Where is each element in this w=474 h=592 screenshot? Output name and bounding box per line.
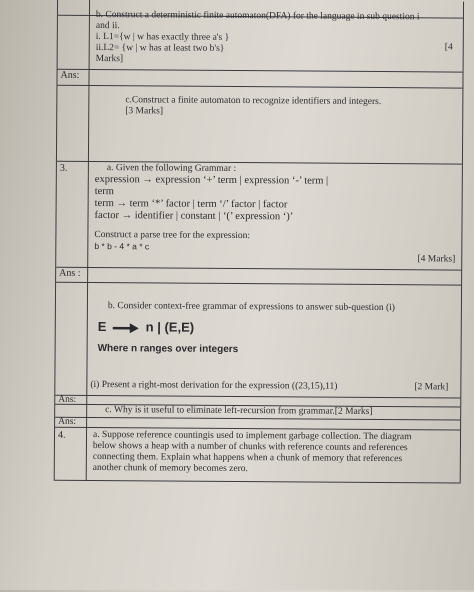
question-3c-heading: c. Why is it useful to eliminate left-recursion from grammar.[2 Marks] xyxy=(105,405,456,418)
question-2b-and: and ii. xyxy=(96,21,459,35)
row-rule xyxy=(58,69,463,73)
row-rule xyxy=(55,395,460,399)
grammar-line: factor → identifier | constant | ‘(’ expression ‘)’ xyxy=(95,210,458,225)
question-table xyxy=(54,0,464,484)
question-2b-marks-word: Marks] xyxy=(96,54,459,68)
question-3b xyxy=(56,301,461,304)
answer-label: Ans: xyxy=(58,395,76,405)
parse-expression: b * b - 4 * a * c xyxy=(94,241,457,255)
grammar-line: expression → expression ‘+’ term | expression ‘-’ term | xyxy=(95,174,458,189)
question-2c-marks: [3 Marks] xyxy=(125,106,458,119)
question-4 xyxy=(55,430,460,433)
answer-label: Ans: xyxy=(58,417,76,427)
question-3b-sub xyxy=(55,380,460,383)
question-2b xyxy=(58,10,463,13)
grammar-lhs: E xyxy=(98,319,107,334)
where-clause xyxy=(56,343,461,346)
question-2c xyxy=(57,95,462,98)
question-4-line: below shows a heap with a number of chunks with reference counts and references xyxy=(93,441,456,455)
question-3b-heading: b. Consider context-free grammar of expressions to answer sub-question (i) xyxy=(108,301,457,314)
question-number: 3. xyxy=(60,163,68,174)
question-4-line: another chunk of memory becomes zero. xyxy=(93,463,456,477)
row-rule xyxy=(56,267,461,271)
language-l1: i. L1={w | w has exactly three a's } xyxy=(96,32,459,46)
grammar-rhs: n | (E,E) xyxy=(146,319,195,334)
answer-label: Ans : xyxy=(59,268,80,279)
question-3a-marks: [4 Marks] xyxy=(417,254,455,265)
question-2b-heading: b. Construct a deterministic finite automaton(DFA) for the language in sub question i xyxy=(96,10,459,24)
question-4-line: connecting them. Explain what happens when a chunk of memory that references xyxy=(93,452,456,466)
question-2b-marks: [4 xyxy=(445,42,453,53)
grammar-line: term xyxy=(95,186,458,201)
question-3a-heading: a. Given the following Grammar : xyxy=(95,163,458,177)
row-rule xyxy=(56,282,461,286)
question-3b-sub-i: (i) Present a right-most derivation for the expression ((23,15),11) xyxy=(90,380,456,394)
language-l2: ii.L2= {w | w has at least two b's} xyxy=(96,43,459,57)
question-3b-sub-i-marks: [2 Mark] xyxy=(414,382,448,393)
grammar-line: term → term ‘*’ factor | term ‘/’ factor | factor xyxy=(95,198,458,213)
grammar-rule xyxy=(56,319,461,322)
column-divider xyxy=(86,0,90,481)
row-rule xyxy=(55,480,460,484)
question-number: 4. xyxy=(58,430,66,441)
parse-tree-instruction: Construct a parse tree for the expression: xyxy=(94,230,457,244)
question-4-line: a. Suppose reference countingis used to implement garbage collection. The diagram xyxy=(93,430,456,444)
answer-label: Ans: xyxy=(60,70,79,81)
arrow-icon xyxy=(112,323,140,333)
integer-range-note: Where n ranges over integers xyxy=(98,343,239,355)
row-rule xyxy=(57,85,462,89)
question-2c-heading: c.Construct a finite automaton to recognize identifiers and integers. xyxy=(125,95,458,108)
